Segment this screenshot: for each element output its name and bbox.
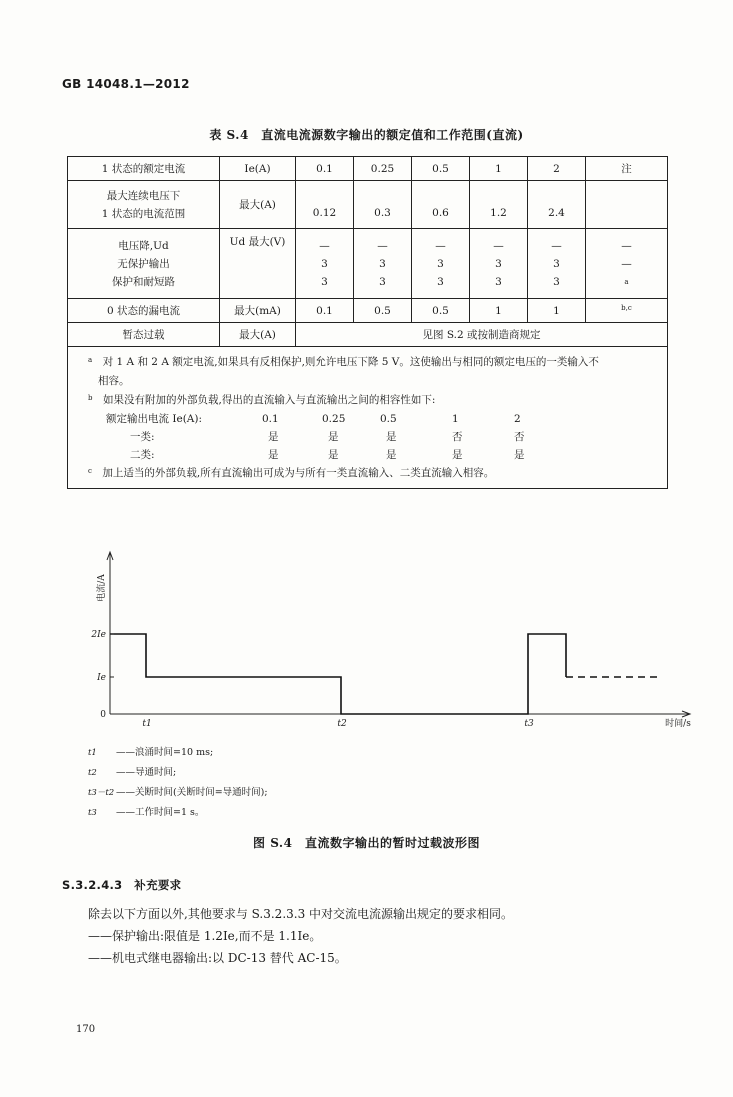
dash: — [493,239,504,252]
cell: 1 [470,299,528,323]
section-item: ——机电式继电器输出:以 DC-13 替代 AC-15。 [88,951,347,965]
cell [586,229,668,299]
y-tick-label: Ie [97,673,106,683]
dash: — [621,239,632,252]
compat-class: 一类: [130,431,155,443]
table-row [94,446,525,464]
legend-text: ——浪涌时间=10 ms; [116,747,214,758]
legend-item [88,743,268,763]
value: 3 [437,275,444,288]
compat-cell: 否 [452,431,463,443]
legend-symbol: t2 [88,768,97,778]
cell: 0.5 [412,157,470,181]
row-label-line: 电压降,Ud [118,239,169,252]
compat-cell: 0.1 [262,413,279,425]
compat-class: 二类: [130,449,155,461]
x-axis-label: 时间/s [665,719,691,729]
note-mark: a [624,277,629,286]
cell: 0.1 [296,299,354,323]
cell: 0.6 [412,181,470,229]
row-label: 暂态过载 [68,323,220,347]
row-symbol: Ie(A) [220,157,296,181]
section-heading: S.3.2.4.3 补充要求 [62,878,182,892]
cell: 1.2 [470,181,528,229]
cell: 1 [528,299,586,323]
y-tick-label: 2Ie [91,630,106,640]
cell [586,181,668,229]
dash: — [435,239,446,252]
value: 3 [553,257,560,270]
value: 3 [321,257,328,270]
compatibility-table [94,410,525,464]
cell: 见图 S.2 或按制造商规定 [296,323,668,347]
cell: 0.3 [354,181,412,229]
footnote-b [88,391,657,410]
cell: 0.5 [354,299,412,323]
table-row [94,428,525,446]
footnote-mark: a [88,356,93,364]
value: 3 [495,257,502,270]
compat-cell: 0.5 [380,413,397,425]
cell: 2 [528,157,586,181]
compat-cell: 是 [386,431,397,443]
footnote-mark: c [88,467,92,475]
y-axis-label: 电流/A [97,574,107,602]
compat-cell: 是 [268,449,279,461]
cell [412,229,470,299]
row-label [68,229,220,299]
row-symbol: 最大(A) [220,181,296,229]
dash: — [319,239,330,252]
ratings-table [67,156,668,489]
table-row [68,323,668,347]
legend [88,743,268,823]
row-label: 0 状态的漏电流 [68,299,220,323]
cell: 1 [470,157,528,181]
table-row [68,157,668,181]
x-tick-label: t2 [337,719,347,729]
value: 3 [321,275,328,288]
row-label-line: 1 状态的电流范围 [101,207,186,220]
legend-text: ——导通时间; [116,767,177,778]
waveform-chart [60,540,700,740]
cell [528,229,586,299]
legend-text: ——关断时间(关断时间=导通时间); [116,787,268,798]
row-label [68,181,220,229]
cell [354,229,412,299]
cell: 0.25 [354,157,412,181]
cell: 0.12 [296,181,354,229]
legend-text: ——工作时间=1 s。 [116,807,205,818]
compat-head: 额定输出电流 Ie(A): [106,413,203,425]
cell: 0.1 [296,157,354,181]
value: 3 [379,275,386,288]
table-title: 表 S.4 直流电流源数字输出的额定值和工作范围(直流) [209,128,524,142]
dash: — [551,239,562,252]
footnote-a-cont: 相容。 [98,375,130,387]
value: 3 [437,257,444,270]
compat-cell: 是 [386,449,397,461]
note-mark: b,c [621,303,632,312]
compat-cell: 是 [328,431,339,443]
legend-symbol: t1 [88,748,97,758]
row-label: 1 状态的额定电流 [68,157,220,181]
table-row [94,410,525,428]
table-row [68,229,668,299]
value: 3 [495,275,502,288]
page-number: 170 [76,1024,96,1035]
footnote-mark: b [88,394,93,402]
compat-cell: 1 [452,413,459,425]
row-label-line: 无保护输出 [117,257,170,270]
compat-cell: 否 [514,431,525,443]
compat-cell: 2 [514,413,521,425]
table-row [68,299,668,323]
x-tick-label: t3 [524,719,534,729]
cell: 0.5 [412,299,470,323]
table-notes [68,347,668,489]
compat-cell: 0.25 [322,413,346,425]
legend-item [88,783,268,803]
legend-symbol: t3－t2 [88,788,115,798]
table-notes-row [68,347,668,489]
cell [586,299,668,323]
section-paragraph: 除去以下方面以外,其他要求与 S.3.2.3.3 中对交流电流源输出规定的要求相同。 [88,907,514,921]
standard-code: GB 14048.1—2012 [62,77,190,91]
compat-cell: 是 [452,449,463,461]
section-item: ——保护输出:限值是 1.2Ie,而不是 1.1Ie。 [88,929,322,943]
table-row [68,181,668,229]
row-symbol: 最大(A) [220,323,296,347]
legend-item [88,763,268,783]
current-waveform [110,634,566,714]
cell: 2.4 [528,181,586,229]
dash: — [377,239,388,252]
figure-caption: 图 S.4 直流数字输出的暂时过载波形图 [253,836,480,850]
x-tick-label: t1 [142,719,152,729]
legend-symbol: t3 [88,808,97,818]
cell [470,229,528,299]
note: — [621,257,632,270]
compat-cell: 是 [514,449,525,461]
value: 3 [553,275,560,288]
note-header: 注 [586,157,668,181]
footnote-text: 对 1 A 和 2 A 额定电流,如果具有反相保护,则允许电压下降 5 V。这使输出与相同的额定电压的一类输入不 [102,356,599,368]
compat-cell: 是 [328,449,339,461]
row-label-line: 保护和耐短路 [112,275,175,288]
footnote-c [88,464,657,483]
footnote-text: 加上适当的外部负载,所有直流输出可成为与所有一类直流输入、二类直流输入相容。 [102,467,495,479]
row-label-line: 最大连续电压下 [106,189,181,202]
footnote-a [88,353,657,372]
row-symbol: Ud 最大(V) [220,229,296,299]
y-tick-label: 0 [100,710,106,720]
row-symbol: 最大(mA) [220,299,296,323]
footnote-text: 如果没有附加的外部负载,得出的直流输入与直流输出之间的相容性如下: [102,394,436,406]
compat-cell: 是 [268,431,279,443]
value: 3 [379,257,386,270]
legend-item [88,803,268,823]
cell [296,229,354,299]
